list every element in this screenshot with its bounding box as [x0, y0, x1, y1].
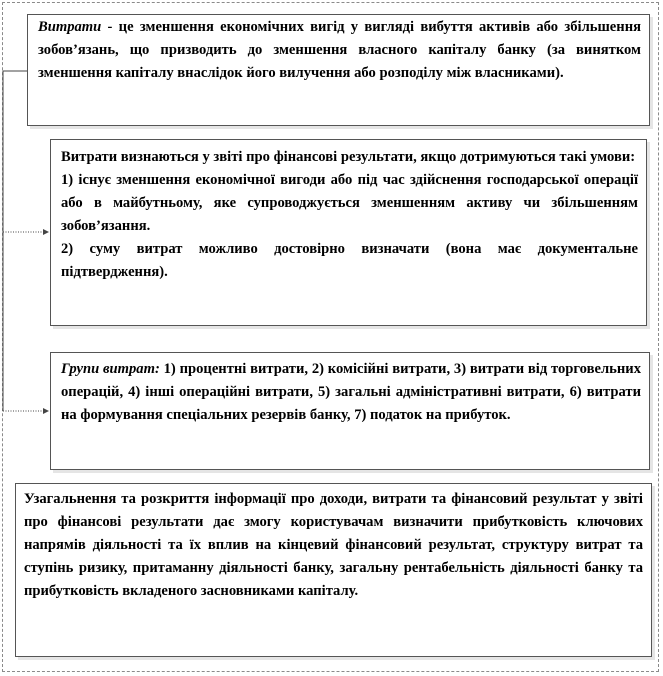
expense-groups-box: [50, 352, 650, 470]
groups-body: 1) процентні витрати, 2) комісійні витрати, 3) витрати від торговельних операцій, 4) інші операційні витрати, 5) загальні адміністративні витрати, 6) витрати на формування спеціальних резервів банку, 7) податок на прибуток.: [61, 361, 641, 423]
groups-term: Групи витрат:: [61, 361, 160, 377]
conditions-intro: Витрати визнаються у звіті про фінансові результати, якщо дотримуються такі умови:: [61, 149, 636, 165]
definition-text: [38, 16, 641, 85]
definition-term: Витрати: [38, 19, 102, 35]
recognition-conditions-box: [50, 139, 647, 326]
definition-box: [27, 14, 650, 126]
condition-item-1: 1) існує зменшення економічної вигоди або під час здійснення господарської операції або в майбутньому, яке супроводжується зменшенням активу чи збільшенням зобов’язання.: [61, 172, 638, 234]
summary-box: [15, 483, 652, 657]
definition-body: - це зменшення економічних вигід у вигляді вибуття активів або збільшення зобов’язань, що призводить до зменшення власного капіталу банку (за винятком зменшення капіталу внаслідок його вилучення або розподілу між власниками).: [38, 19, 641, 81]
summary-text: Узагальнення та розкриття інформації про доходи, витрати та фінансовий результат у звіті про фінансові результати дає змогу користувачам визначити прибутковість ключових напрямів діяльності та їх вплив на кінцевий фінансовий результат, структуру витрат та ступінь ризику, притаманну діяльності банку, загальну рентабельність діяльності банку та прибутковість вкладеного засновниками капіталу.: [24, 491, 643, 599]
condition-item-2: 2) суму витрат можливо достовірно визначати (вона має документальне підтвердження).: [61, 241, 638, 280]
groups-text: [61, 358, 641, 427]
